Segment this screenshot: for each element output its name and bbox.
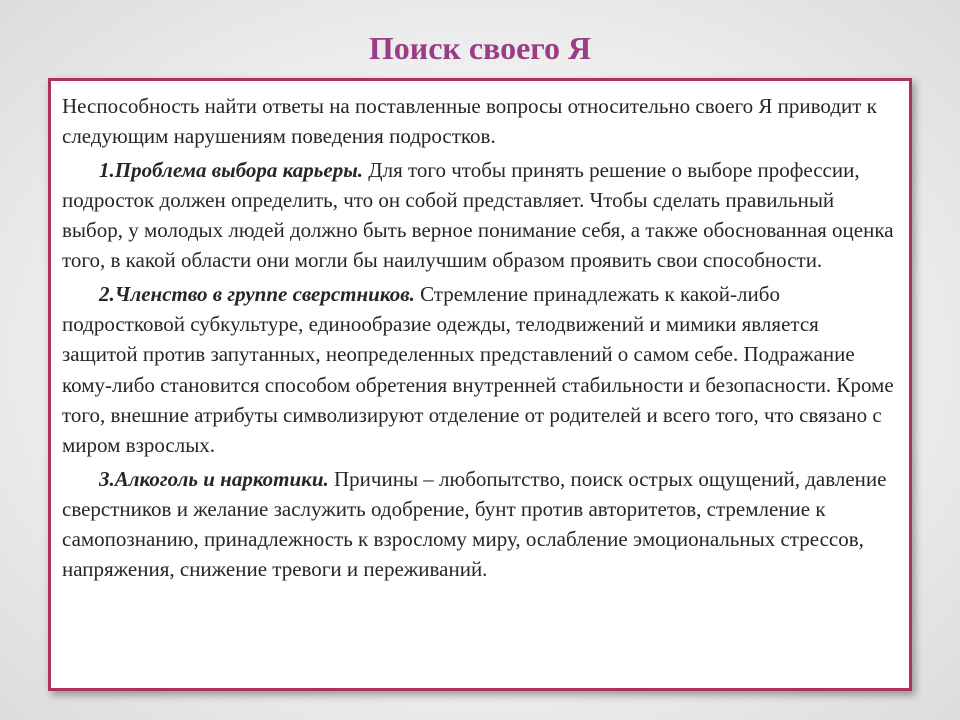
alcohol-drugs-text: Причины – любопытство, поиск острых ощущений, давление сверстников и желание заслужить одобрение, бунт против авторитетов, стремление к самопознанию, принадлежность к взрослому миру, ослабление эмоциональных стрессов, напряжения, снижение тревоги и переживаний. <box>62 466 887 582</box>
peer-group-text: Стремление принадлежать к какой-либо подростковой субкультуре, единообразие одежды, телодвижений и мимики является защитой против запутанных, неопределенных представлений о самом себе. Подражание кому-либо становится способом обретения внутренней стабильности и безопасности. Кроме того, внешние атрибуты символизируют отделение от родителей и всего того, что связано с миром взрослых. <box>62 281 894 458</box>
paragraph-peer-group <box>62 279 899 461</box>
paragraph-career <box>62 155 899 276</box>
career-heading: 1.Проблема выбора карьеры. <box>99 157 364 182</box>
career-text: Для того чтобы принять решение о выборе профессии, подросток должен определить, что он собой представляет. Чтобы сделать правильный выбор, у молодых людей должно быть верное понимание себя, а также обоснованная оценка того, в какой области они могли бы наилучшим образом проявить свои способности. <box>62 157 894 273</box>
slide-title: Поиск своего Я <box>368 30 592 66</box>
peer-group-heading: 2.Членство в группе сверстников. <box>99 281 415 306</box>
paragraph-alcohol-drugs <box>62 464 899 585</box>
content-box <box>48 78 912 691</box>
alcohol-drugs-heading: 3.Алкоголь и наркотики. <box>99 466 329 491</box>
intro-paragraph: Неспособность найти ответы на поставленные вопросы относительно своего Я приводит к следующим нарушениям поведения подростков. <box>62 94 877 149</box>
